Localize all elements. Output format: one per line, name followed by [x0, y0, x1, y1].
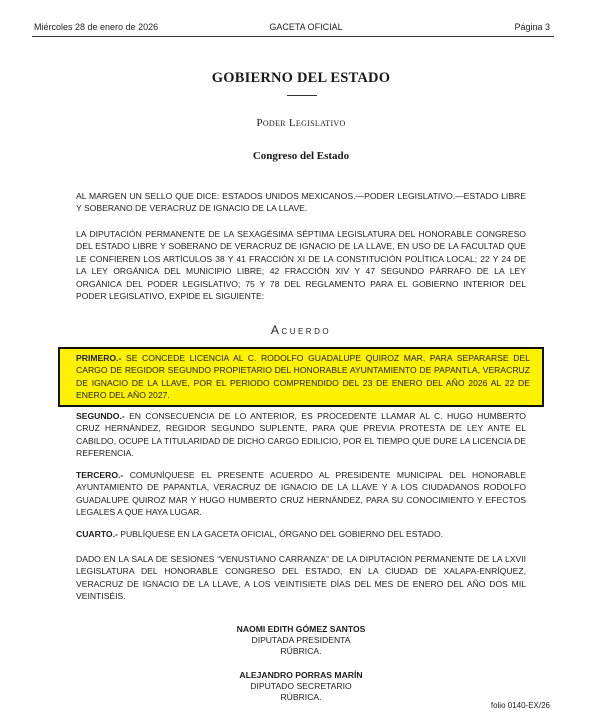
article-primero	[76, 352, 530, 402]
article-segundo	[76, 410, 526, 460]
article-tercero	[76, 469, 526, 519]
signature-note: RÚBRICA.	[280, 646, 322, 656]
signature-note: RÚBRICA.	[280, 692, 322, 702]
signature-name: NAOMI EDITH GÓMEZ SANTOS	[236, 624, 366, 634]
article-tercero-label: TERCERO.-	[76, 470, 124, 480]
article-cuarto-label: CUARTO.-	[76, 529, 118, 539]
article-primero-label: PRIMERO.-	[76, 353, 122, 363]
signature-role: DIPUTADA PRESIDENTA	[251, 635, 351, 645]
intro-authority-paragraph: LA DIPUTACIÓN PERMANENTE DE LA SEXAGÉSIMA SÉPTIMA LEGISLATURA DEL HONORABLE CONGRESO DEL ESTADO LIBRE Y SOBERANO DE VERACRUZ DE IGNACIO DE LA LLAVE, EN USO DE LA FACULTAD QUE LE CONFIEREN LOS ARTÍCULOS 38 Y 41 FRACCIÓN XI DE LA CONSTITUCIÓN POLÍTICA LOCAL; 22 Y 24 DE LA LEY ORGÁNICA DEL MUNICIPIO LIBRE; 42 FRACCIÓN XIV Y 47 SEGUNDO PÁRRAFO DE LA LEY ORGÁNICA DEL PODER LEGISLATIVO; 75 Y 78 DEL REGLAMENTO PARA EL GOBIERNO INTERIOR DEL PODER LEGISLATIVO, EXPIDE EL SIGUIENTE:	[76, 229, 526, 302]
header-divider	[32, 36, 554, 37]
congress-heading: Congreso del Estado	[252, 150, 350, 162]
page-title: GOBIERNO DEL ESTADO	[211, 70, 391, 86]
closing-paragraph: DADO EN LA SALA DE SESIONES “VENUSTIANO CARRANZA” DE LA DIPUTACIÓN PERMANENTE DE LA LXVII LEGISLATURA DEL HONORABLE CONGRESO DEL ESTADO, EN LA CIUDAD DE XALAPA-ENRÍQUEZ, VERACRUZ DE IGNACIO DE LA LLAVE, A LOS VEINTISIETE DÍAS DEL MES DE ENERO DEL AÑO DOS MIL VEINTISÉIS.	[76, 554, 526, 602]
article-cuarto	[76, 528, 526, 540]
branch-heading: Poder Legislativo	[256, 117, 346, 129]
header-publication: GACETA OFICIAL	[269, 22, 343, 32]
signature-role: DIPUTADO SECRETARIO	[250, 681, 352, 691]
article-segundo-text: EN CONSECUENCIA DE LO ANTERIOR, ES PROCEDENTE LLAMAR AL C. HUGO HUMBERTO CRUZ HERNÁNDEZ, REGIDOR SEGUNDO SUPLENTE, PARA QUE PREVIA PROTESTA DE LEY ANTE EL CABILDO, OCUPE LA TITULARIDAD DE DICHO CARGO EDILICIO, POR EL TIEMPO QUE DURE LA LICENCIA DE REFERENCIA.	[76, 411, 526, 459]
signature-name: ALEJANDRO PORRAS MARÍN	[239, 670, 363, 680]
header-page-number: Página 3	[514, 22, 550, 32]
title-underline	[287, 95, 317, 96]
article-primero-text: SE CONCEDE LICENCIA AL C. RODOLFO GUADALUPE QUIROZ MAR, PARA SEPARARSE DEL CARGO DE REGIDOR SEGUNDO PROPIETARIO DEL HONORABLE AYUNTAMIENTO DE PAPANTLA, VERACRUZ DE IGNACIO DE LA LLAVE, POR EL PERIODO COMPRENDIDO DEL 23 DE ENERO DEL AÑO 2026 AL 22 DE ENERO DEL AÑO 2027.	[76, 353, 530, 401]
acuerdo-heading: Acuerdo	[270, 323, 332, 337]
intro-seal-paragraph: AL MARGEN UN SELLO QUE DICE: ESTADOS UNIDOS MEXICANOS.—PODER LEGISLATIVO.—ESTADO LIBRE Y SOBERANO DE VERACRUZ DE IGNACIO DE LA LLAVE.	[76, 191, 526, 214]
article-tercero-text: COMUNÍQUESE EL PRESENTE ACUERDO AL PRESIDENTE MUNICIPAL DEL HONORABLE AYUNTAMIENTO DE PAPANTLA, VERACRUZ DE IGNACIO DE LA LLAVE Y A LOS CIUDADANOS RODOLFO GUADALUPE QUIROZ MAR Y HUGO HUMBERTO CRUZ HERNÁNDEZ, PARA SU CONOCIMIENTO Y EFECTOS LEGALES A QUE HAYA LUGAR.	[76, 470, 526, 518]
article-segundo-label: SEGUNDO.-	[76, 411, 125, 421]
header-date: Miércoles 28 de enero de 2026	[34, 22, 159, 32]
article-cuarto-text: PUBLÍQUESE EN LA GACETA OFICIAL, ÓRGANO DEL GOBIERNO DEL ESTADO.	[117, 529, 444, 539]
highlighted-article-box	[58, 347, 544, 407]
signature-block-secretary	[0, 670, 602, 703]
folio-number: folio 0140-EX/26	[490, 701, 550, 710]
signature-block-president	[0, 624, 602, 657]
